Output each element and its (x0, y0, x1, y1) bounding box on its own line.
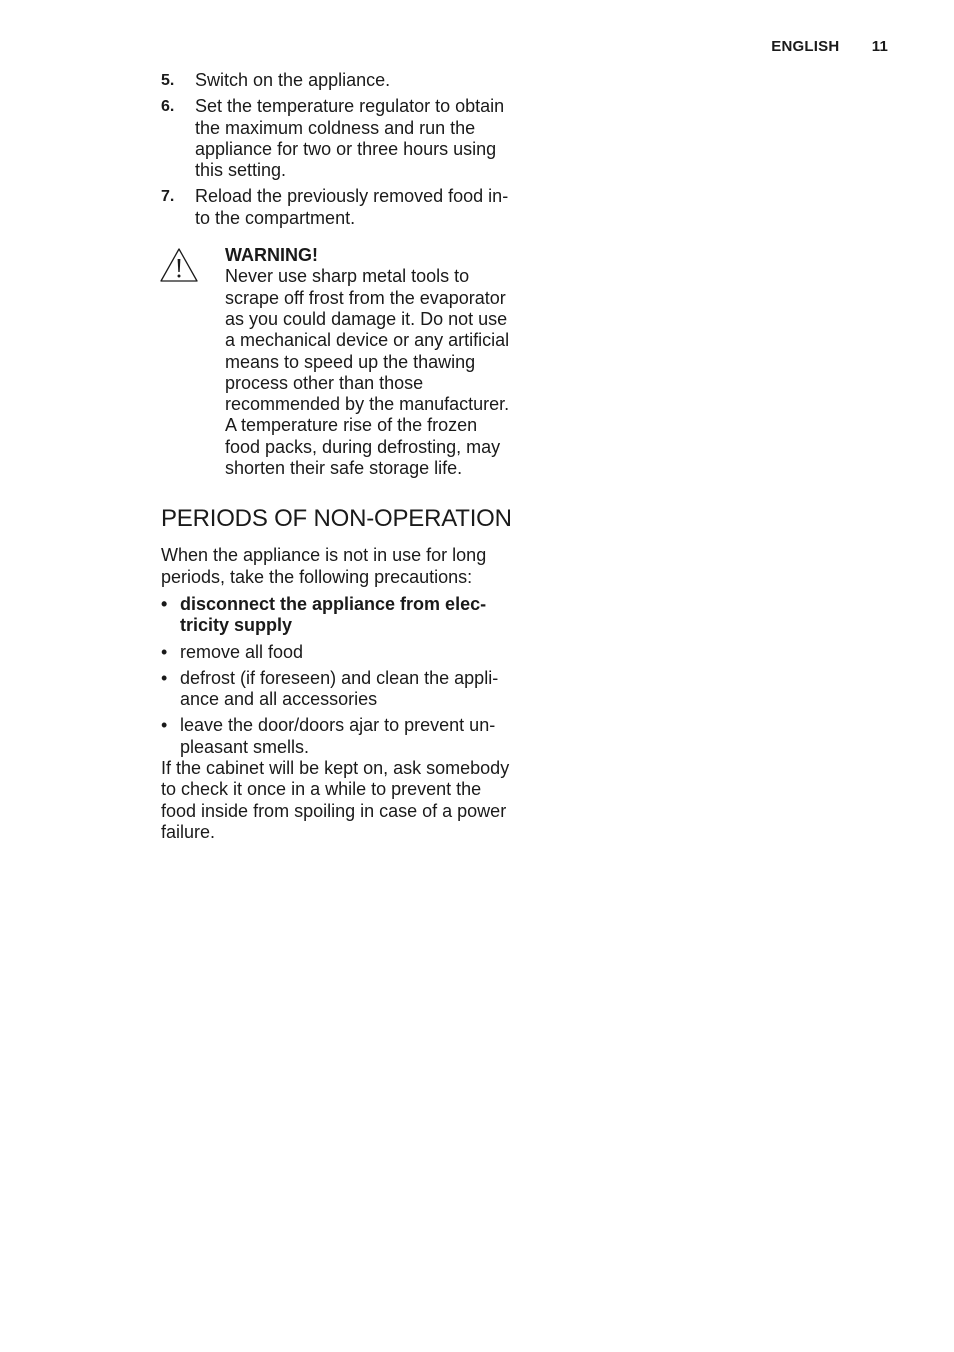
warning-box (161, 245, 516, 479)
section-heading: PERIODS OF NON-OPERATION (161, 505, 512, 533)
warning-text: Never use sharp metal tools to scrape off frost from the evaporator as you could damage it. Do not use a mechanical device or any artificial means to speed up the thawing process other than those recommended by the manufacturer. A temperature rise of the frozen food packs, during defrosting, may shorten their safe storage life. (225, 266, 510, 479)
step-text: Set the temperature regulator to obtain the maximum coldness and run the appliance for two or three hours using this setting. (195, 96, 505, 181)
section-intro: When the appliance is not in use for long periods, take the following precautions: (161, 545, 487, 587)
header-language: ENGLISH (771, 38, 840, 55)
section-outro: If the cabinet will be kept on, ask somebody to check it once in a while to prevent the food inside from spoiling in case of a power failure. (161, 758, 510, 842)
list-item: • disconnect the appliance from electricity supply (161, 594, 516, 637)
warning-title: WARNING! (225, 245, 318, 266)
step-number: 7. (161, 188, 175, 206)
precautions-list (161, 594, 516, 758)
page-header (771, 38, 888, 55)
step-text: Switch on the appliance. (195, 70, 391, 90)
step-item (161, 96, 516, 181)
list-item: • leave the door/doors ajar to prevent unpleasant smells. (161, 715, 516, 758)
step-text: Reload the previously removed food into the compartment. (195, 186, 509, 228)
list-item: • defrost (if foreseen) and clean the appliance and all accessories (161, 668, 516, 711)
page-number: 11 (871, 38, 888, 55)
step-number: 6. (161, 98, 175, 116)
step-item (161, 70, 516, 91)
list-item: • remove all food (161, 642, 516, 663)
step-item (161, 186, 516, 229)
content-column (161, 70, 516, 843)
warning-triangle-icon (159, 247, 199, 283)
procedure-steps (161, 70, 516, 229)
step-number: 5. (161, 72, 175, 89)
